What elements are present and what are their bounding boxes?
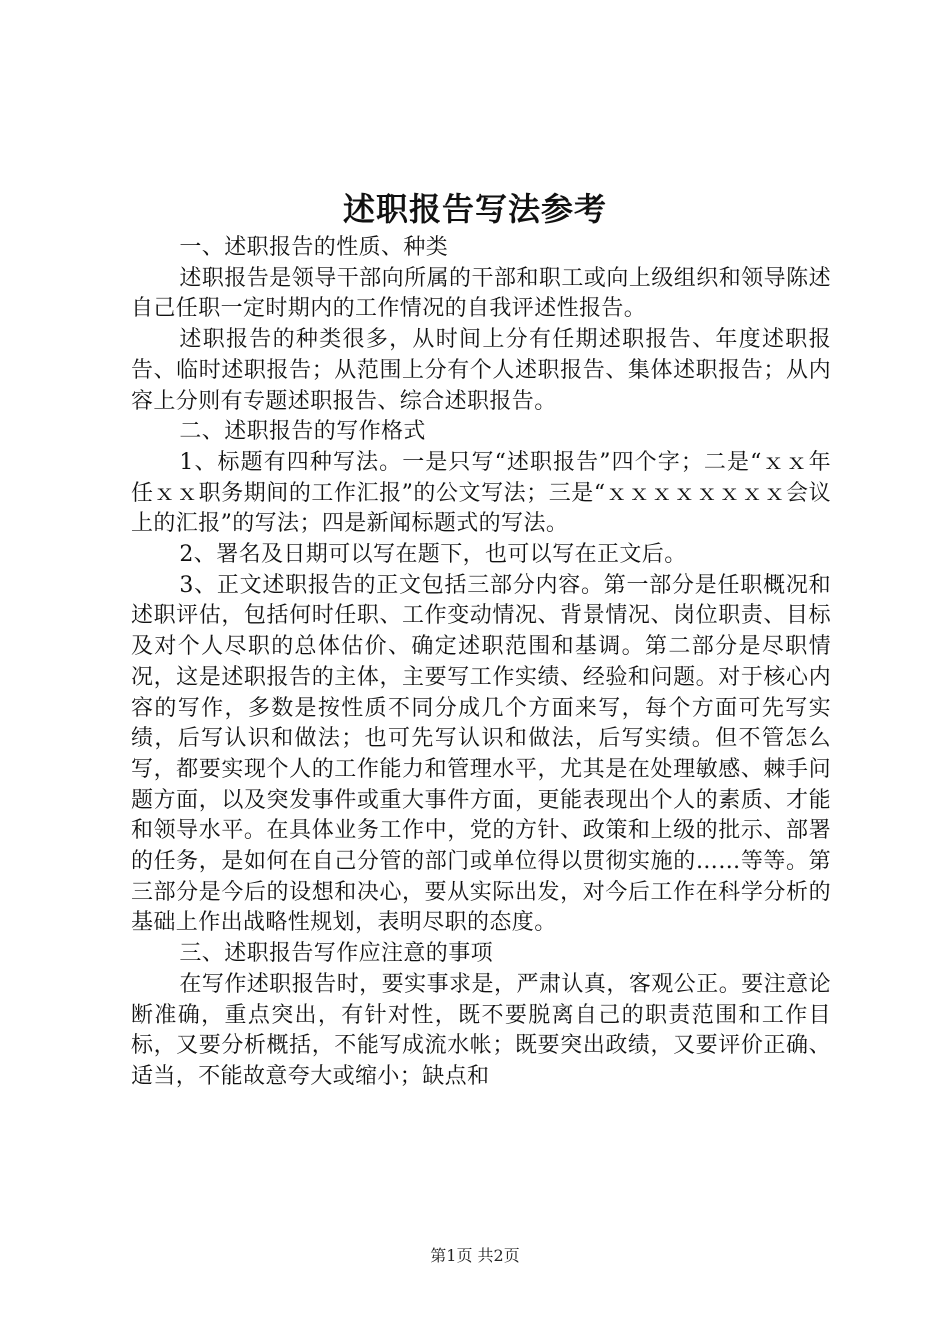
section-heading-3: 三、述职报告写作应注意的事项 (179, 941, 493, 967)
body-paragraph: 在写作述职报告时，要实事求是，严肃认真，客观公正。要注意论断准确，重点突出，有针对性，既不要脱离自己的职责范围和工作目标，又要分析概括，不能写成流水帐；既要突出政绩，又要评价正确、适当，不能故意夸大或缩小；缺点和 (131, 971, 831, 1089)
section-heading-2: 二、述职报告的写作格式 (179, 419, 426, 445)
body-paragraph: 述职报告是领导干部向所属的干部和职工或向上级组织和领导陈述自己任职一定时期内的工作情况的自我评述性报告。 (131, 265, 831, 322)
body-paragraph: 述职报告的种类很多，从时间上分有任期述职报告、年度述职报告、临时述职报告；从范围上分有个人述职报告、集体述职报告；从内容上分则有专题述职报告、综合述职报告。 (131, 327, 831, 414)
body-paragraph: 2、署名及日期可以写在题下，也可以写在正文后。 (179, 542, 687, 568)
section-heading-1: 一、述职报告的性质、种类 (179, 235, 449, 260)
body-paragraph: 1、标题有四种写法。一是只写“述职报告”四个字；二是“ｘｘ年任ｘｘ职务期间的工作汇报”的公文写法；三是“ｘｘｘｘｘｘｘｘ会议上的汇报”的写法；四是新闻标题式的写法。 (131, 449, 831, 537)
document-title: 述职报告写法参考 (342, 190, 607, 228)
page-footer: 第1页 共2页 (430, 1246, 520, 1265)
body-paragraph: 3、正文述职报告的正文包括三部分内容。第一部分是任职概况和述职评估，包括何时任职、工作变动情况、背景情况、岗位职责、目标及对个人尽职的总体估价、确定述职范围和基调。第二部分是尽职情况，这是述职报告的主体，主要写工作实绩、经验和问题。对于核心内容的写作，多数是按性质不同分成几个方面来写，每个方面可先写实绩，后写认识和做法；也可先写认识和做法，后写实绩。但不管怎么写，都要实现个人的工作能力和管理水平，尤其是在处理敏感、棘手问题方面，以及突发事件或重大事件方面，更能表现出个人的素质、才能和领导水平。在具体业务工作中，党的方针、政策和上级的批示、部署的任务，是如何在自己分管的部门或单位得以贯彻实施的……等等。第三部分是今后的设想和决心，要从实际出发，对今后工作在科学分析的基础上作出战略性规划，表明尽职的态度。 (131, 572, 831, 936)
document-body (131, 233, 831, 1093)
